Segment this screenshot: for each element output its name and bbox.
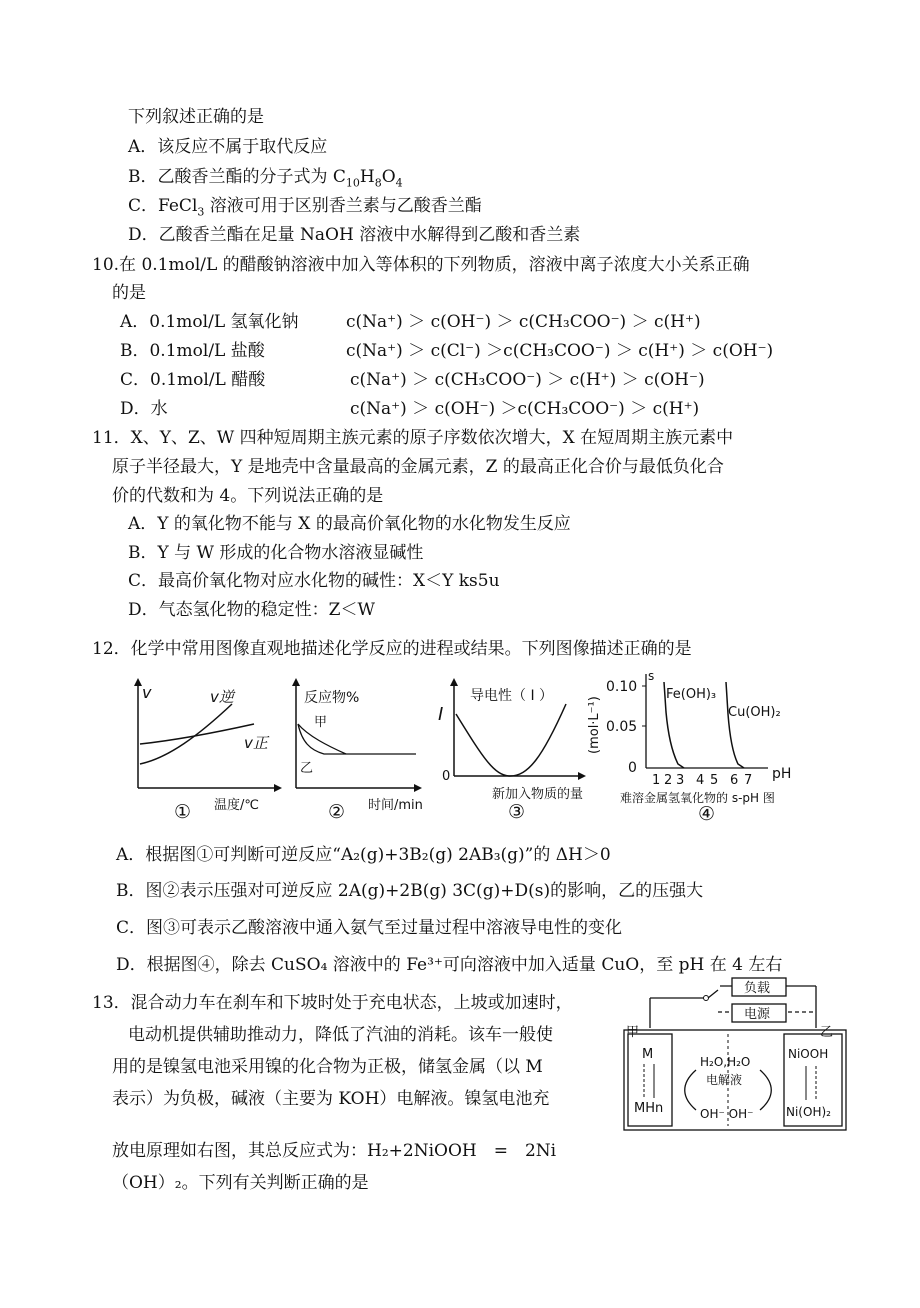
niooh-label: NiOOH <box>788 1047 829 1061</box>
switch-icon <box>708 990 718 998</box>
graph4-tick-5: 5 <box>710 773 719 788</box>
graph4-c1: Fe(OH)₃ <box>666 687 717 702</box>
graph1-curve2-label: v正 <box>244 734 268 752</box>
graph-1 <box>128 676 288 824</box>
source-label: 电源 <box>744 1007 771 1022</box>
graph2-ylabel: 反应物% <box>304 690 360 706</box>
load-label: 负载 <box>744 981 771 996</box>
graph3-number: ③ <box>508 801 526 823</box>
m-label: M <box>642 1047 654 1062</box>
graph4-y0: 0 <box>628 760 637 776</box>
left-circulation-arrow-icon <box>685 1070 696 1110</box>
q10-option-d-label: D．水 <box>120 399 168 419</box>
graph1-ylabel: v <box>142 683 152 702</box>
q12-stem: 12．化学中常用图像直观地描述化学反应的进程或结果。下列图像描述正确的是 <box>92 639 692 659</box>
graph4-c2: Cu(OH)₂ <box>728 705 781 720</box>
q13-line4: 表示）为负极，碱液（主要为 KOH）电解液。镍氢电池充 <box>112 1089 550 1109</box>
q13-line1: 13．混合动力车在刹车和下坡时处于充电状态，上坡或加速时， <box>92 993 573 1013</box>
q12-option-a: A．根据图①可判断可逆反应“A₂(g)+3B₂(g) 2AB₃(g)”的 ΔH＞0 <box>116 845 611 865</box>
oh-label: OH⁻ OH⁻ <box>700 1107 754 1121</box>
q12-option-d: D．根据图④，除去 CuSO₄ 溶液中的 Fe³⁺可向溶液中加入适量 CuO，至 pH 在 4 左右 <box>116 955 783 975</box>
mhn-label: MHn <box>634 1101 664 1116</box>
graph4-number: ④ <box>698 803 716 825</box>
water-label: H₂O,H₂O <box>700 1055 751 1069</box>
q10-option-d-relation: c(Na⁺) ＞ c(OH⁻) ＞c(CH₃COO⁻) ＞ c(H⁺) <box>350 399 700 419</box>
q11-stem-line1: 11．X、Y、Z、W 四种短周期主族元素的原子序数依次增大，X 在短周期主族元素中 <box>92 428 734 448</box>
jia-label: 甲 <box>626 1025 640 1040</box>
q12-option-b: B．图②表示压强对可逆反应 2A(g)+2B(g) 3C(g)+D(s)的影响，乙的压强大 <box>116 881 704 901</box>
q10-option-b-relation: c(Na⁺) ＞ c(Cl⁻) ＞c(CH₃COO⁻) ＞ c(H⁺) ＞ c(OH⁻) <box>346 341 774 361</box>
right-circulation-arrow-icon <box>760 1070 771 1110</box>
conductivity-curve <box>456 704 566 776</box>
q10-option-a-relation: c(Na⁺) ＞ c(OH⁻) ＞ c(CH₃COO⁻) ＞ c(H⁺) <box>346 312 701 332</box>
graph2-yi-label: 乙 <box>300 761 314 776</box>
q10-option-a-label: A．0.1mol/L 氢氧化钠 <box>120 312 299 332</box>
q9-option-c: C．FeCl$_3$ 溶液可用于区别香兰素与乙酸香兰酯 <box>128 196 482 219</box>
graph4-tick-7: 7 <box>744 773 753 788</box>
q13-line5: 放电原理如右图，其总反应式为：H₂+2NiOOH = 2Ni <box>112 1141 557 1161</box>
graph4-tick-3: 3 <box>676 773 685 788</box>
graph4-y2: 0.05 <box>606 719 638 735</box>
q11-stem-line2: 原子半径最大，Y 是地壳中含量最高的金属元素，Z 的最高正化合价与最低负化合 <box>112 457 724 477</box>
graph1-number: ① <box>174 801 192 823</box>
q11-option-c: C．最高价氧化物对应水化物的碱性：X＜Y ks5u <box>128 571 500 591</box>
graph4-tick-4: 4 <box>696 773 705 788</box>
q10-option-c-label: C．0.1mol/L 醋酸 <box>120 370 266 390</box>
q11-option-b: B．Y 与 W 形成的化合物水溶液显碱性 <box>128 543 424 563</box>
q9-stem: 下列叙述正确的是 <box>128 107 264 127</box>
q13-line6: （OH）₂。下列有关判断正确的是 <box>112 1173 369 1193</box>
cuoh2-curve <box>726 682 744 768</box>
graph3-xlabel: 新加入物质的量 <box>492 787 584 802</box>
graph4-ph: pH <box>772 766 792 782</box>
graph3-zero: 0 <box>442 769 451 784</box>
graph4-tick-1: 1 <box>652 773 661 788</box>
graph4-unit: (mol·L⁻¹) <box>587 696 602 754</box>
q10-stem-line2: 的是 <box>112 283 146 303</box>
graph-2 <box>288 676 438 824</box>
q13-line3: 用的是镍氢电池采用镍的化合物为正极，储氢金属（以 M <box>112 1057 543 1077</box>
q12-option-c: C．图③可表示乙酸溶液中通入氨气至过量过程中溶液导电性的变化 <box>116 918 623 938</box>
graph4-s: s <box>648 669 655 683</box>
graph2-number: ② <box>328 801 346 823</box>
yi-label: 乙 <box>820 1025 834 1040</box>
nimh-battery-diagram <box>620 974 850 1134</box>
graph4-tick-6: 6 <box>730 773 739 788</box>
graph3-title: 导电性（ I ） <box>470 688 554 704</box>
graph1-curve1-label: v逆 <box>210 688 234 706</box>
v-reverse-curve <box>140 704 232 764</box>
graph4-caption: 难溶金属氢氧化物的 s-pH 图 <box>620 791 775 805</box>
graph-4 <box>576 664 808 814</box>
graph3-ylabel: I <box>438 704 444 725</box>
electrolyte-label: 电解液 <box>706 1073 743 1087</box>
q10-option-c-relation: c(Na⁺) ＞ c(CH₃COO⁻) ＞ c(H⁺) ＞ c(OH⁻) <box>350 370 705 390</box>
q11-option-a: A．Y 的氧化物不能与 X 的最高价氧化物的水化物发生反应 <box>128 514 571 534</box>
graph1-xlabel: 温度/℃ <box>214 798 259 813</box>
graph2-jia-label: 甲 <box>314 715 328 730</box>
q10-option-b-label: B．0.1mol/L 盐酸 <box>120 341 265 361</box>
graph4-y1: 0.10 <box>606 679 638 695</box>
graph2-xlabel: 时间/min <box>368 798 423 813</box>
q13-line2: 电动机提供辅助推动力，降低了汽油的消耗。该车一般使 <box>128 1025 553 1045</box>
q9-option-a: A．该反应不属于取代反应 <box>128 137 328 157</box>
q11-stem-line3: 价的代数和为 4。下列说法正确的是 <box>112 486 384 506</box>
q10-stem-line1: 10.在 0.1mol/L 的醋酸钠溶液中加入等体积的下列物质，溶液中离子浓度大小关系正确 <box>92 255 750 275</box>
q11-option-d: D．气态氢化物的稳定性：Z＜W <box>128 600 375 620</box>
q9-option-b: B．乙酸香兰酯的分子式为 $C_{10}H_8O_4$ <box>128 167 403 190</box>
q9-option-d: D．乙酸香兰酯在足量 NaOH 溶液中水解得到乙酸和香兰素 <box>128 225 581 245</box>
graph4-tick-2: 2 <box>664 773 673 788</box>
nioh2-label: Ni(OH)₂ <box>786 1105 831 1119</box>
